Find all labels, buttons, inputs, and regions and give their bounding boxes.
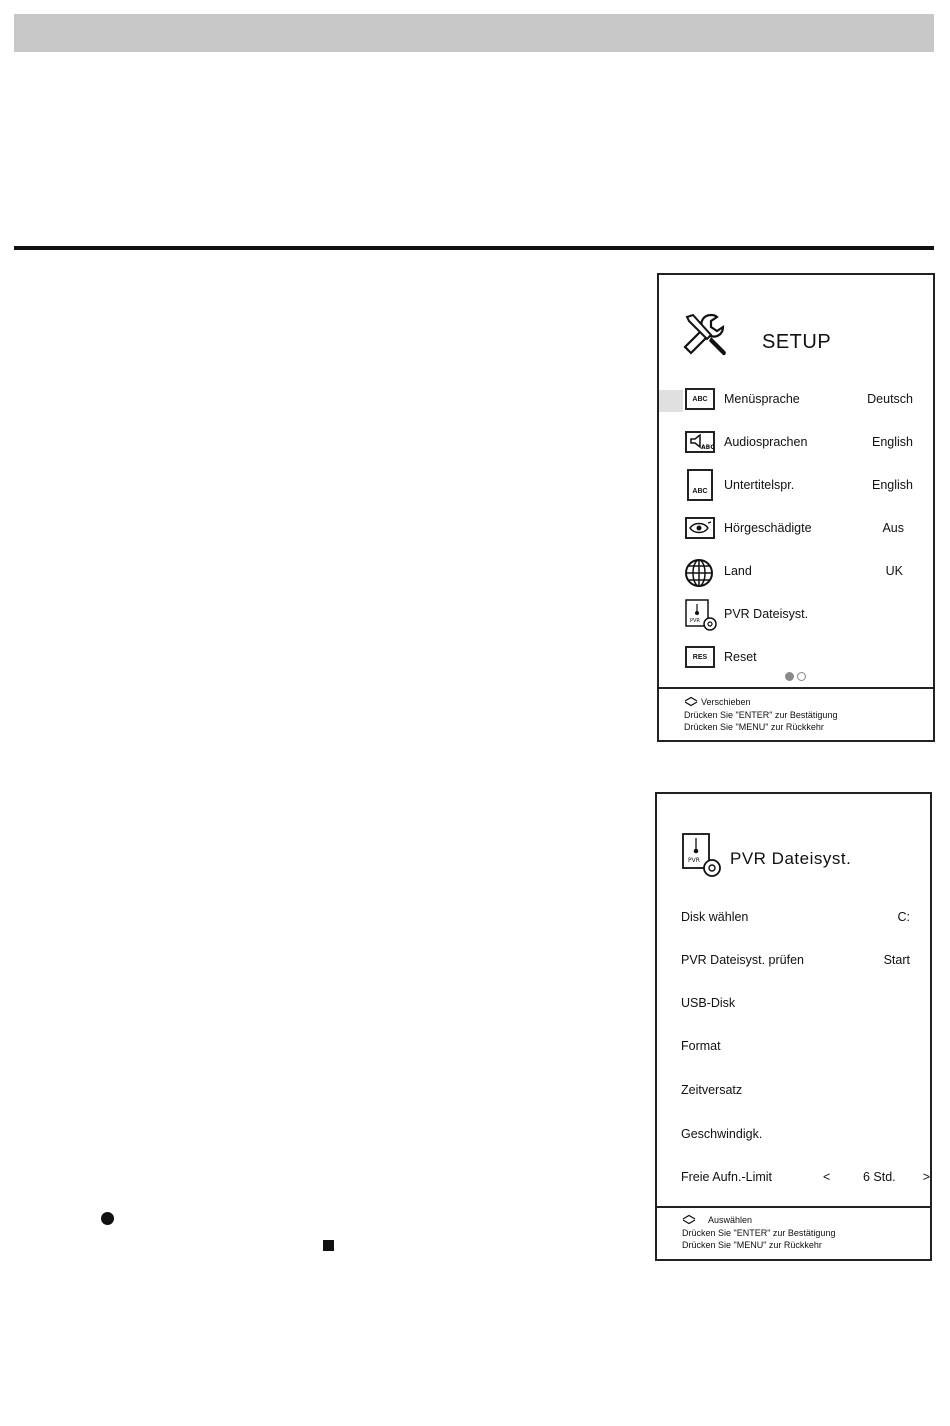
menu-item-label: Geschwindigk. <box>681 1127 763 1141</box>
header-bar <box>14 14 934 52</box>
menu-item-value: UK <box>885 564 903 578</box>
footer-move-text: Verschieben <box>701 697 751 707</box>
record-bullet-icon <box>101 1212 114 1225</box>
setup-title: SETUP <box>762 331 832 353</box>
menu-item-select-disk[interactable] <box>657 901 930 937</box>
pvr-filesystem-icon <box>680 832 724 880</box>
menu-item-value: C: <box>897 910 910 924</box>
footer-back-text: Drücken Sie "MENU" zur Rückkehr <box>684 722 824 732</box>
page-dot-active <box>785 672 794 681</box>
menu-item-label: USB-Disk <box>681 996 736 1010</box>
limit-decrease-arrow[interactable]: < <box>823 1170 831 1184</box>
up-down-arrows-icon <box>682 1215 696 1224</box>
footer-confirm-text: Drücken Sie "ENTER" zur Bestätigung <box>684 709 838 720</box>
pvr-menu-panel <box>655 792 932 1261</box>
page-dot-inactive <box>797 672 806 681</box>
pvr-title: PVR Dateisyst. <box>730 849 852 868</box>
menu-item-label: Reset <box>724 650 757 664</box>
pvr-filesystem-icon <box>684 598 718 632</box>
svg-text:ABC: ABC <box>701 444 715 451</box>
menu-item-value: Start <box>883 953 910 967</box>
audio-language-icon <box>685 431 715 453</box>
svg-text:PVR: PVR <box>690 618 700 624</box>
menu-item-label: Menüsprache <box>724 392 800 406</box>
page-indicator <box>785 668 809 686</box>
menu-item-country[interactable] <box>659 555 933 591</box>
footer-divider <box>657 1206 930 1208</box>
subtitle-language-icon: ABC <box>687 469 713 501</box>
menu-item-label: PVR Dateisyst. <box>724 607 809 621</box>
menu-item-value: English <box>872 435 913 449</box>
menu-item-value: Aus <box>882 521 904 535</box>
menu-item-label: Land <box>724 564 752 578</box>
limit-value: 6 Std. <box>863 1170 896 1184</box>
hearing-impaired-icon <box>685 517 715 539</box>
svg-text:PVR: PVR <box>688 857 700 864</box>
menu-item-usb-disk[interactable] <box>657 987 930 1023</box>
menu-item-pvr-filesystem[interactable] <box>659 598 933 634</box>
stop-square-icon <box>323 1240 334 1251</box>
globe-icon <box>684 558 714 588</box>
menu-item-subtitle-language[interactable] <box>659 469 933 505</box>
menu-item-speed[interactable] <box>657 1118 930 1154</box>
menu-item-menu-language[interactable] <box>659 383 933 419</box>
tools-icon <box>681 309 733 359</box>
menu-item-label: Untertitelspr. <box>724 478 795 492</box>
footer-confirm-text: Drücken Sie "ENTER" zur Bestätigung <box>682 1227 836 1238</box>
menu-item-audio-language[interactable] <box>659 426 933 462</box>
setup-footer-help <box>684 696 837 734</box>
setup-menu-panel <box>657 273 935 742</box>
footer-back-text: Drücken Sie "MENU" zur Rückkehr <box>682 1240 822 1250</box>
menu-language-icon: ABC <box>685 388 715 410</box>
menu-item-time-shift[interactable] <box>657 1074 930 1110</box>
menu-item-label: PVR Dateisyst. prüfen <box>681 953 804 967</box>
menu-item-value: Deutsch <box>867 392 913 406</box>
menu-item-value: English <box>872 478 913 492</box>
pvr-footer-help <box>682 1214 835 1252</box>
footer-divider <box>659 687 933 689</box>
menu-item-label: Audiosprachen <box>724 435 808 449</box>
limit-increase-arrow[interactable]: > <box>922 1170 930 1184</box>
menu-item-label: Zeitversatz <box>681 1083 743 1097</box>
menu-item-format[interactable] <box>657 1030 930 1066</box>
menu-item-label: Hörgeschädigte <box>724 521 812 535</box>
menu-item-hearing-impaired[interactable] <box>659 512 933 548</box>
menu-item-check-filesystem[interactable] <box>657 944 930 980</box>
menu-item-label: Freie Aufn.-Limit <box>681 1170 773 1184</box>
menu-item-label: Format <box>681 1039 721 1053</box>
menu-item-label: Disk wählen <box>681 910 749 924</box>
up-down-arrows-icon <box>684 697 698 706</box>
menu-item-free-record-limit[interactable] <box>657 1161 930 1197</box>
footer-select-text: Auswählen <box>708 1215 753 1225</box>
reset-icon: RES <box>685 646 715 668</box>
section-rule <box>14 246 934 250</box>
